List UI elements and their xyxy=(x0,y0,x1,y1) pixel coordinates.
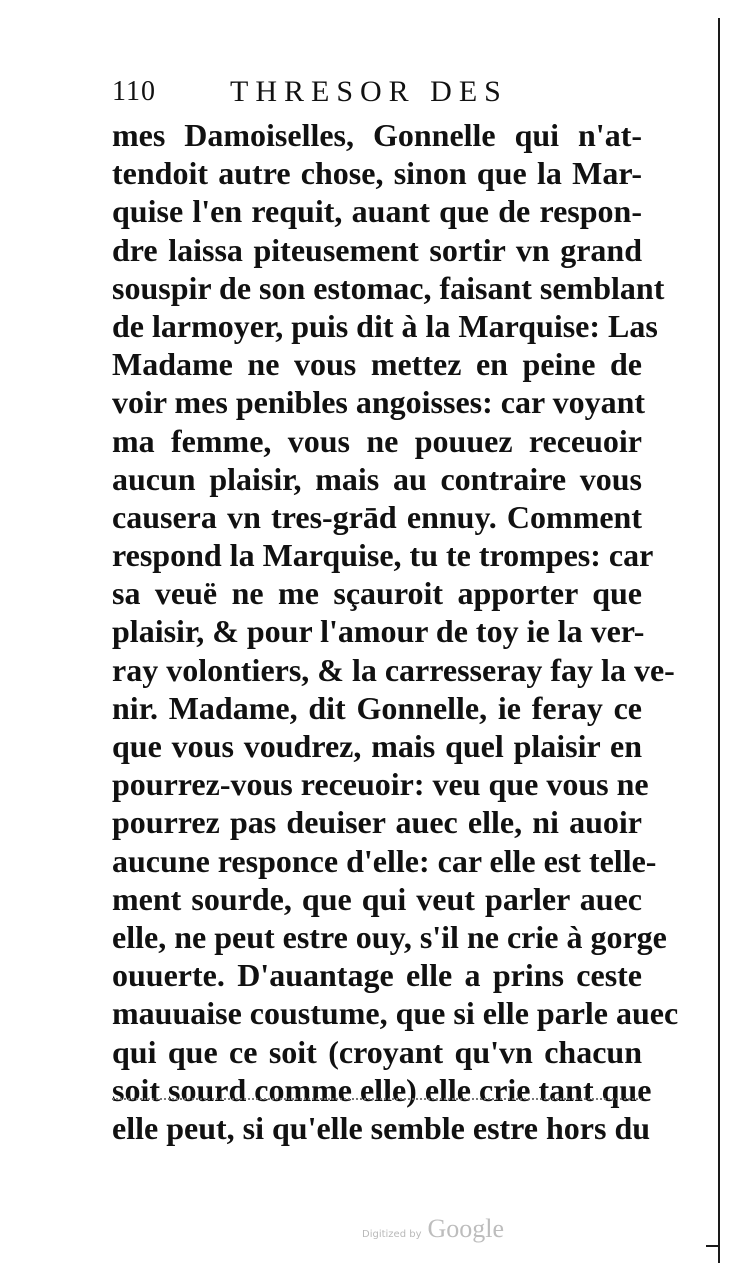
running-head xyxy=(112,72,642,112)
text-line: que vous voudrez, mais quel plaisir en xyxy=(112,728,642,764)
bottom-rule xyxy=(112,1098,642,1100)
text-line: tendoit autre chose, sinon que la Mar- xyxy=(112,155,642,192)
page-edge-tick xyxy=(706,1245,720,1247)
text-line: ray volontiers, & la carresseray fay la ve- xyxy=(112,651,675,688)
body-text xyxy=(112,116,679,1147)
text-line: Madame ne vous mettez en peine de xyxy=(112,346,642,383)
text-line: elle peut, si qu'elle semble estre hors du xyxy=(112,1109,651,1146)
text-line: ma femme, vous ne pouuez receuoir xyxy=(112,422,642,459)
text-line: pourrez pas deuiser auec elle, ni auoir xyxy=(112,804,642,841)
text-line: voir mes penibles angoisses: car voyant xyxy=(112,384,646,421)
text-line: qui que ce soit (croyant qu'vn chacun xyxy=(112,1033,642,1070)
page-edge-rule xyxy=(718,18,720,1263)
running-title: THRESOR DES xyxy=(230,75,508,108)
text-line: causera vn tres-grād ennuy. Comment xyxy=(112,498,642,535)
text-line: mauuaise coustume, que si elle parle auec xyxy=(112,995,679,1032)
text-line: aucune responce d'elle: car elle est telle- xyxy=(112,842,657,879)
text-line: de larmoyer, puis dit à la Marquise: Las xyxy=(112,307,658,344)
text-line: ment sourde, que qui veut parler auec xyxy=(112,880,642,917)
page-number: 110 xyxy=(112,76,156,107)
text-line: souspir de son estomac, faisant semblant xyxy=(112,269,665,306)
text-line: elle, ne peut estre ouy, s'il ne crie à gorge xyxy=(112,918,667,955)
text-line: mes Damoiselles, Gonnelle qui n'at- xyxy=(112,117,642,153)
watermark-prefix: Digitized by xyxy=(362,1229,422,1240)
text-line: quise l'en requit, auant que de respon- xyxy=(112,193,642,230)
text-line: ouuerte. D'auantage elle a prins ceste xyxy=(112,957,642,994)
watermark-brand: Google xyxy=(427,1214,505,1243)
text-line: soit sourd comme elle) elle crie tant que xyxy=(112,1071,652,1108)
text-line: plaisir, & pour l'amour de toy ie la ver- xyxy=(112,613,645,650)
text-line: nir. Madame, dit Gonnelle, ie feray ce xyxy=(112,689,642,726)
text-line: pourrez-vous receuoir: veu que vous ne xyxy=(112,766,649,803)
digitization-watermark xyxy=(362,1214,504,1244)
text-line: dre laissa piteusement sortir vn grand xyxy=(112,231,642,268)
text-line: sa veuë ne me sçauroit apporter que xyxy=(112,575,642,612)
text-line: respond la Marquise, tu te trompes: car xyxy=(112,537,654,574)
text-line: aucun plaisir, mais au contraire vous xyxy=(112,460,642,497)
